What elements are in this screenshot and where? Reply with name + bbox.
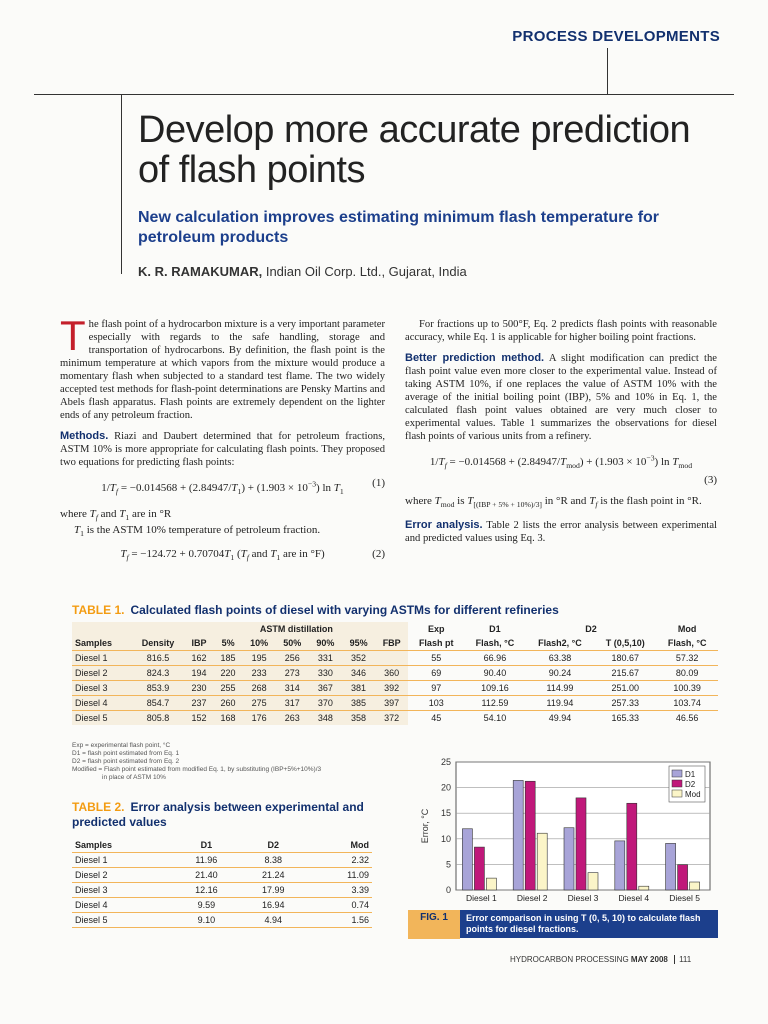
table1-column-header: Flash pt [418, 638, 454, 648]
table1-note: D1 = flash point estimated from Eq. 1 [72, 750, 180, 757]
table1-top-header-row [72, 622, 718, 636]
table1-top-header: D2 [585, 624, 597, 634]
table-cell [375, 651, 408, 666]
table-cell: Diesel 2 [72, 666, 131, 681]
table-row [72, 913, 372, 928]
table-cell: 57.32 [656, 651, 718, 666]
table1 [72, 622, 718, 725]
table-cell: 352 [342, 651, 375, 666]
bar-d1 [564, 828, 574, 890]
table-cell: Diesel 3 [72, 681, 131, 696]
table-cell: 12.16 [173, 883, 240, 898]
better-paragraph [405, 352, 717, 443]
table-cell: Diesel 4 [72, 696, 131, 711]
article-title [138, 110, 738, 190]
figure-caption [408, 910, 718, 938]
table-cell: 66.96 [464, 651, 526, 666]
y-tick-label: 25 [440, 757, 451, 767]
table1-note: D2 = flash point estimated from Eq. 2 [72, 758, 180, 765]
table-cell: 100.39 [656, 681, 718, 696]
bar-d2 [525, 781, 535, 890]
right-paragraph-1: For fractions up to 500°F, Eq. 2 predicts flash points with reasonable accuracy, while Eq. 1 is applicable for higher boiling point fractions. [405, 319, 717, 343]
methods-heading: Methods. [60, 430, 109, 442]
table1-column-header: 95% [342, 636, 375, 651]
table1-column-header: Flash, °C [667, 638, 707, 648]
table-cell: 3.39 [307, 883, 372, 898]
better-heading: Better prediction method. [405, 352, 545, 364]
error-text: Table 2 lists the error analysis between experimental and predicted values using Eq. 3. [405, 520, 717, 545]
table-cell: 112.59 [464, 696, 526, 711]
bar-d1 [462, 829, 472, 890]
table-cell: 180.67 [594, 651, 656, 666]
y-tick-label: 5 [445, 859, 451, 870]
bar-d2 [627, 803, 637, 890]
legend-swatch [672, 770, 682, 777]
bar-d1 [615, 841, 625, 890]
left-column [60, 312, 385, 574]
table-cell: 1.56 [307, 913, 372, 928]
table-cell: 2.32 [307, 853, 372, 868]
table1-notes [72, 742, 321, 782]
table-row [72, 898, 372, 913]
x-tick-label: Diesel 4 [618, 893, 650, 903]
table-cell: 816.5 [131, 651, 184, 666]
table1-column-header: Density [131, 636, 184, 651]
legend-label: D2 [685, 780, 696, 789]
table-cell: 220 [214, 666, 243, 681]
table-cell: Diesel 1 [72, 853, 173, 868]
table-cell: 257.33 [594, 696, 656, 711]
table-cell: 9.10 [173, 913, 240, 928]
table2-caption: Error analysis between experimental and predicted values [72, 800, 364, 829]
table-cell: 381 [342, 681, 375, 696]
header-rule [34, 94, 734, 95]
table1-header-row [72, 636, 718, 651]
table-cell: 16.94 [240, 898, 307, 913]
author-name: K. R. RAMAKUMAR, [138, 264, 263, 279]
equation-2-formula: $T_f = -124.72 + 0.70704T_1$ ($T_f$ and $T_1$ are in °F) [120, 548, 325, 563]
bar-mod [486, 878, 496, 890]
better-text: A slight modification can predict the flash point value even more closer to the experimental value. Instead of taking ASTM 10%, if one replaces the value of ASTM 10% with the average of the initial boiling point (IBP), 5% and 10% in Eq. 1, the calculated flash point values obtained are very much closer to experimental values. Table 1 summarizes the observations for diesel flash points of various units from a refinery. [405, 353, 717, 442]
bar-d2 [474, 847, 484, 890]
table-cell: 233 [243, 666, 276, 681]
table1-column-header: 10% [243, 636, 276, 651]
table-row [72, 696, 718, 711]
legend-label: D1 [685, 770, 696, 779]
table1-column-header: 50% [276, 636, 309, 651]
drop-cap: T [60, 312, 86, 359]
table-cell: 397 [375, 696, 408, 711]
figure-caption-text: Error comparison in using T (0, 5, 10) to calculate flash points for diesel fractions. [466, 913, 701, 934]
table-cell: Diesel 5 [72, 711, 131, 726]
table1-top-header: Mod [677, 624, 697, 634]
x-tick-label: Diesel 1 [466, 893, 497, 903]
table1-column-header: T (0,5,10) [605, 638, 645, 648]
table-cell: 21.40 [173, 868, 240, 883]
equation-2-number: (2) [372, 548, 385, 561]
table-cell: 90.40 [464, 666, 526, 681]
table1-top-header: D1 [489, 624, 501, 634]
equation-3-formula: $1/T_f = -0.014568 + (2.84947/T_{mod}) + (1.903 \times 10^{-3})$ $\ln T_{mod}$ [429, 453, 693, 470]
table-row [72, 711, 718, 726]
table2-label: TABLE 2. [72, 800, 125, 814]
table-cell: 346 [342, 666, 375, 681]
table2-column-header: D2 [240, 838, 307, 853]
table-cell: 45 [408, 711, 464, 726]
x-tick-label: Diesel 5 [669, 893, 700, 903]
table2-column-header: Samples [72, 838, 173, 853]
table-cell: 54.10 [464, 711, 526, 726]
error-paragraph [405, 519, 717, 545]
error-bar-chart [408, 750, 718, 910]
footer-page: 111 [679, 955, 692, 964]
legend-swatch [672, 780, 682, 787]
table-cell: 21.24 [240, 868, 307, 883]
y-tick-label: 10 [440, 833, 451, 844]
table-cell: 119.94 [526, 696, 594, 711]
table-cell: 330 [309, 666, 342, 681]
table-cell: 854.7 [131, 696, 184, 711]
table-cell: 275 [243, 696, 276, 711]
table-cell: 372 [375, 711, 408, 726]
table1-label: TABLE 1. [72, 603, 125, 617]
table-cell: 385 [342, 696, 375, 711]
intro-paragraph [60, 312, 385, 422]
table-cell: 194 [185, 666, 214, 681]
table-cell: 317 [276, 696, 309, 711]
table-cell: 195 [243, 651, 276, 666]
error-heading: Error analysis. [405, 519, 483, 532]
table-cell: 256 [276, 651, 309, 666]
table-cell: 263 [276, 711, 309, 726]
table-cell: 11.09 [307, 868, 372, 883]
right-column [405, 318, 717, 553]
table-cell: 0.74 [307, 898, 372, 913]
table-cell: 8.38 [240, 853, 307, 868]
table-cell: 367 [309, 681, 342, 696]
x-tick-label: Diesel 2 [516, 893, 548, 903]
table1-note: Exp = experimental flash point, °C [72, 742, 171, 749]
table1-column-header: 5% [214, 636, 243, 651]
table2-column-header: D1 [173, 838, 240, 853]
table-cell: Diesel 3 [72, 883, 173, 898]
equation-1-number: (1) [372, 477, 385, 489]
table-cell: 109.16 [464, 681, 526, 696]
title-line-1: Develop more accurate prediction [138, 109, 691, 151]
legend-label: Mod [685, 790, 701, 799]
bar-d1 [513, 780, 523, 890]
where-3: where $T_{mod}$ is $T_{[(IBP + 5\% + 10\%)/3]}$ in °R and $T_f$ is the flash point in °R. [405, 494, 702, 510]
bar-mod [537, 833, 547, 890]
footer-journal: HYDROCARBON PROCESSING [510, 955, 629, 964]
table-row [72, 666, 718, 681]
table-cell: 314 [276, 681, 309, 696]
byline [138, 264, 467, 279]
table2-column-header: Mod [307, 838, 372, 853]
table-cell: 348 [309, 711, 342, 726]
table1-note: in place of ASTM 10% [102, 774, 166, 781]
table-cell: 805.8 [131, 711, 184, 726]
author-affiliation: Indian Oil Corp. Ltd., Gujarat, India [265, 264, 467, 279]
table-cell: 17.99 [240, 883, 307, 898]
table-cell: 168 [214, 711, 243, 726]
table-cell: 69 [408, 666, 464, 681]
table1-column-header: FBP [375, 636, 408, 651]
table2-title [72, 800, 392, 830]
table-cell: 4.94 [240, 913, 307, 928]
table1-caption: Calculated flash points of diesel with varying ASTMs for different refineries [130, 603, 559, 617]
table-cell: 230 [185, 681, 214, 696]
table-cell: 103.74 [656, 696, 718, 711]
y-axis-label: Error, °C [420, 808, 430, 844]
table-cell: 49.94 [526, 711, 594, 726]
table2-header-row [72, 838, 372, 853]
table-cell: Diesel 4 [72, 898, 173, 913]
table-cell: 176 [243, 711, 276, 726]
table-cell: 358 [342, 711, 375, 726]
table1-column-header: 90% [309, 636, 342, 651]
table-cell: Diesel 5 [72, 913, 173, 928]
figure-label: FIG. 1 [408, 910, 460, 939]
legend-swatch [672, 790, 682, 797]
methods-text: Riazi and Daubert determined that for petroleum fractions, ASTM 10% is more appropriate for calculating flash points. They proposed two equations for predicting flash points: [60, 431, 385, 468]
page-footer [510, 955, 691, 964]
title-divider [121, 94, 122, 274]
table-cell: 215.67 [594, 666, 656, 681]
y-tick-label: 15 [440, 808, 451, 819]
header-divider [607, 48, 608, 95]
table-cell: 103 [408, 696, 464, 711]
bar-mod [639, 886, 649, 890]
table1-top-header: Exp [427, 624, 445, 634]
article-subtitle: New calculation improves estimating minimum flash temperature for petroleum products [138, 209, 660, 246]
equation-3-number: (3) [704, 473, 717, 486]
intro-text: he flash point of a hydrocarbon mixture is a very important parameter especially with regards to the safe handling, storage and transportation of hydrocarbons. By definition, the flash point is the minimum temperature at which vapors from the mixture would produce a momentary flash when subjected to a standard test flame. The two widely accepted test methods for flash-point determinations are Pensky Martins and Abels flash apparatus. Flash points are extremely dependent on the lighter ends of any petroleum fraction. [60, 319, 385, 421]
table-cell: 55 [408, 651, 464, 666]
equation-1-formula: $1/T_f = -0.014568 + (2.84947/T_1) + (1.903 \times 10^{-3})$ $\ln T_1$ [101, 479, 344, 496]
table1-column-header: Samples [72, 636, 131, 651]
table-cell: 360 [375, 666, 408, 681]
table-cell: 185 [214, 651, 243, 666]
table1-note: Modified = Flash point estimated from modified Eq. 1, by substituting (IBP+5%+10%)/3 [72, 766, 322, 773]
section-header: PROCESS DEVELOPMENTS [512, 28, 720, 45]
table-cell: 97 [408, 681, 464, 696]
where-1b: $T_1$ is the ASTM 10% temperature of petroleum fraction. [74, 524, 321, 539]
table-cell: 273 [276, 666, 309, 681]
title-line-2: of flash points [138, 149, 365, 191]
equation-1 [60, 477, 385, 498]
table-cell: 9.59 [173, 898, 240, 913]
table-cell: 370 [309, 696, 342, 711]
where-1: where $T_f$ and $T_1$ are in °R [60, 507, 172, 523]
table-cell: 255 [214, 681, 243, 696]
table-cell: 237 [185, 696, 214, 711]
y-tick-label: 20 [440, 782, 451, 793]
methods-paragraph [60, 430, 385, 469]
table2 [72, 838, 372, 928]
table-cell: 152 [185, 711, 214, 726]
bar-d2 [576, 798, 586, 890]
x-tick-label: Diesel 3 [567, 893, 599, 903]
table1-column-header: IBP [185, 636, 214, 651]
bar-d1 [666, 843, 676, 890]
bar-mod [588, 873, 598, 890]
table-row [72, 883, 372, 898]
table1-group-header: ASTM distillation [185, 622, 409, 636]
table-cell: 63.38 [526, 651, 594, 666]
table1-title [72, 603, 559, 617]
equation-3 [405, 451, 717, 472]
y-tick-label: 0 [445, 885, 451, 895]
table-row [72, 651, 718, 666]
table-row [72, 868, 372, 883]
table-cell: Diesel 2 [72, 868, 173, 883]
bar-mod [690, 882, 700, 890]
table-cell: 80.09 [656, 666, 718, 681]
table-cell: 162 [185, 651, 214, 666]
table-cell: Diesel 1 [72, 651, 131, 666]
table-row [72, 681, 718, 696]
footer-issue: MAY 2008 [630, 955, 668, 964]
equation-2 [60, 548, 385, 564]
table-cell: 268 [243, 681, 276, 696]
table-cell: 331 [309, 651, 342, 666]
table-cell: 46.56 [656, 711, 718, 726]
table-cell: 114.99 [526, 681, 594, 696]
table-cell: 165.33 [594, 711, 656, 726]
table-cell: 251.00 [594, 681, 656, 696]
table-cell: 853.9 [131, 681, 184, 696]
table-row [72, 853, 372, 868]
table-cell: 260 [214, 696, 243, 711]
table-cell: 90.24 [526, 666, 594, 681]
table-cell: 11.96 [173, 853, 240, 868]
table-cell: 824.3 [131, 666, 184, 681]
table-cell: 392 [375, 681, 408, 696]
bar-d2 [678, 865, 688, 890]
table1-column-header: Flash, °C [475, 638, 515, 648]
table1-column-header: Flash2, °C [538, 638, 582, 648]
